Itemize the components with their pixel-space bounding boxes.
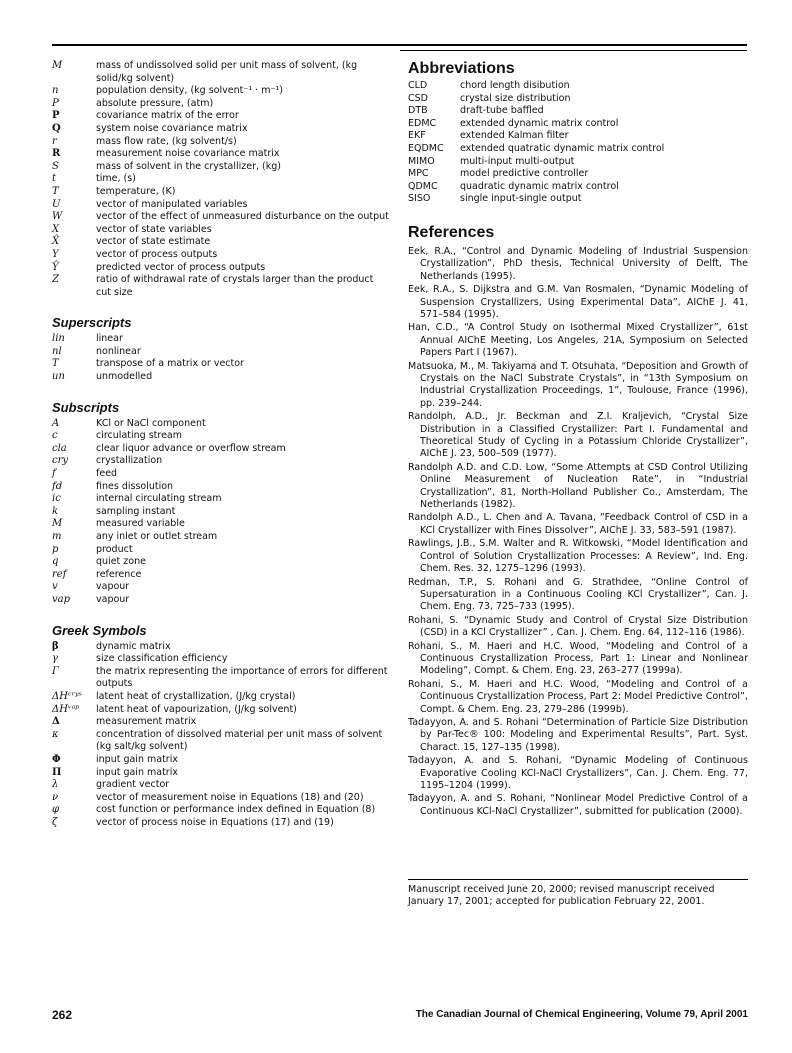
symbol-row: [52, 110, 390, 123]
reference-entry: Rohani, S. “Dynamic Study and Control of Crystal Size Distribution (CSD) in a KCl Crystallizer” , Can. J. Chem. Eng. 64, 112–116 (1986).: [408, 614, 748, 639]
symbol-row: [52, 704, 390, 717]
abbreviation: EKF: [408, 130, 426, 142]
symbol-row: [52, 569, 390, 582]
symbol: T: [52, 185, 59, 197]
reference-entry: Tadayyon, A. and S. Rohani, “Dynamic Modeling of Continuous Evaporative Cooling KCl-NaCl Crystallizers”, Can. J. Chem. Eng. 77, 1195–1204 (1999).: [408, 755, 748, 791]
reference-entry: Matsuoka, M., M. Takiyama and T. Otsuhata, “Deposition and Growth of Crystals on the NaCl Substrate Crystals”, in “13th Symposium on Industrial Crystallization Proceedings, 1”, Toulouse, France (1996), pp. 239–244.: [408, 360, 748, 409]
symbol-row: [52, 262, 390, 275]
symbol: t: [52, 173, 57, 185]
greek-symbols-heading: Greek Symbols: [52, 622, 147, 638]
symbol-row: [52, 481, 390, 494]
symbol: U: [52, 198, 61, 210]
references-heading: References: [408, 223, 495, 241]
symbol: X: [52, 223, 60, 235]
symbol-definition: transpose of a matrix or vector: [96, 358, 244, 370]
abbreviation-row: [408, 193, 748, 206]
symbol-definition: fines dissolution: [96, 480, 174, 492]
symbol: ζ: [52, 816, 58, 828]
symbol: X̂: [52, 236, 60, 248]
symbol: λ: [52, 779, 59, 791]
symbol-row: [52, 641, 390, 654]
symbol-definition: any inlet or outlet stream: [96, 531, 218, 542]
abbreviation-definition: extended quatratic dynamic matrix control: [460, 142, 665, 154]
symbol-definition: population density, (kg solvent⁻¹ · m⁻¹): [96, 85, 283, 97]
symbol: P: [52, 97, 59, 109]
abbreviation-definition: single input-single output: [460, 193, 582, 205]
top-rule-secondary: [400, 50, 747, 51]
symbol-definition: absolute pressure, (atm): [96, 97, 214, 109]
journal-footer: The Canadian Journal of Chemical Engineering, Volume 79, April 2001: [415, 1009, 748, 1020]
symbol-definition: system noise covariance matrix: [96, 122, 248, 134]
abbreviation-definition: quadratic dynamic matrix control: [460, 180, 619, 192]
symbol: cry: [52, 455, 69, 467]
symbol-definition: input gain matrix: [96, 753, 178, 765]
reference-entry: Tadayyon, A. and S. Rohani “Determination of Particle Size Distribution by Par-Tec® 100: Modeling and Experimental Results”, Part. Syst. Charact. 15, 127–135 (1998).: [408, 716, 748, 753]
symbol: S: [52, 160, 59, 172]
symbol-row: [52, 123, 390, 136]
symbol-row: [52, 754, 390, 767]
symbol-definition: latent heat of crystallization, (J/kg crystal): [96, 690, 296, 702]
symbol-definition: measurement noise covariance matrix: [96, 148, 280, 160]
abbreviation-row: [408, 130, 748, 143]
symbol-definition: vector of state variables: [96, 223, 212, 235]
symbol-definition: unmodelled: [96, 371, 153, 383]
symbol-definition: concentration of dissolved material per unit mass of solvent (kg salt/kg solvent): [96, 728, 383, 753]
symbol-definition: latent heat of vapourization, (J/kg solvent): [96, 703, 297, 715]
symbol-row: [52, 691, 390, 704]
symbol-definition: vector of process outputs: [96, 248, 218, 260]
symbol: T: [52, 358, 59, 370]
subscripts-list: [52, 418, 390, 607]
abbreviation-row: [408, 143, 748, 156]
symbol: Z: [52, 274, 59, 286]
abbreviation: SISO: [408, 193, 431, 205]
symbol: k: [52, 505, 59, 517]
symbol-row: [52, 249, 390, 262]
symbol-row: [52, 346, 390, 359]
right-column: [408, 60, 748, 819]
abbreviations-list: [408, 80, 748, 206]
symbol: cla: [52, 442, 67, 454]
abbreviation: DTB: [408, 105, 428, 117]
symbol-definition: dynamic matrix: [96, 640, 171, 652]
symbol-definition: input gain matrix: [96, 766, 178, 778]
symbol-row: [52, 716, 390, 729]
reference-entry: Tadayyon, A. and S. Rohani, “Nonlinear Model Predictive Control of a Continuous KCl-NaCl Crystallizer”, submitted for publication (2000).: [408, 793, 748, 817]
abbreviation: MPC: [408, 168, 429, 180]
symbol: β: [52, 640, 59, 652]
superscripts-heading: Superscripts: [52, 315, 132, 331]
symbol-definition: predicted vector of process outputs: [96, 261, 266, 273]
symbol-row: [52, 333, 390, 346]
symbol-row: [52, 186, 390, 199]
symbol-row: [52, 729, 390, 754]
abbreviation: EQDMC: [408, 142, 444, 154]
reference-entry: Rohani, S., M. Haeri and H.C. Wood, “Modeling and Control of a Continuous Crystallization Process, Part 1: Linear and Nonlinear Modeling”, Compt. & Chem. Eng. 23, 263–277 (1999a).: [408, 640, 748, 677]
symbol: n: [52, 85, 59, 97]
abbreviation-definition: extended dynamic matrix control: [460, 117, 619, 129]
symbol: ΔHᶜʳʸˢ: [52, 690, 82, 702]
symbol-definition: vector of manipulated variables: [96, 198, 248, 210]
symbol-row: [52, 767, 390, 780]
symbol-definition: feed: [96, 468, 118, 480]
abbreviation: MIMO: [408, 155, 435, 167]
symbol-row: [52, 804, 390, 817]
symbol: p: [52, 543, 59, 555]
symbol-row: [52, 544, 390, 557]
abbreviations-heading: Abbreviations: [408, 60, 515, 77]
symbol: Π: [52, 766, 62, 778]
abbreviation-row: [408, 156, 748, 169]
symbol-row: [52, 430, 390, 443]
symbol: lin: [52, 333, 65, 345]
symbol-row: [52, 161, 390, 174]
symbol-row: [52, 666, 390, 691]
abbreviation-definition: chord length disibution: [460, 80, 570, 91]
symbol-row: [52, 98, 390, 111]
symbol: P: [52, 110, 60, 122]
abbreviation: QDMC: [408, 180, 438, 192]
symbol-row: [52, 274, 390, 299]
abbreviation-row: [408, 181, 748, 194]
symbol: Φ: [52, 753, 61, 765]
symbol-definition: vector of state estimate: [96, 236, 211, 248]
symbol: v: [52, 581, 58, 593]
symbol-definition: internal circulating stream: [96, 493, 222, 505]
abbreviation-row: [408, 118, 748, 131]
abbreviation-row: [408, 105, 748, 118]
symbol-definition: mass flow rate, (kg solvent/s): [96, 135, 237, 147]
symbol-row: [52, 455, 390, 468]
symbol-definition: vector of measurement noise in Equations (18) and (20): [96, 791, 364, 803]
symbol-row: [52, 653, 390, 666]
symbol-definition: nonlinear: [96, 345, 141, 357]
symbol: r: [52, 135, 57, 147]
symbol: f: [52, 468, 56, 480]
symbol-row: [52, 136, 390, 149]
symbol: Y: [52, 248, 59, 260]
symbol-definition: vapour: [96, 593, 130, 605]
top-rule: [52, 44, 747, 46]
symbol: A: [52, 417, 60, 429]
abbreviation: CLD: [408, 80, 428, 91]
symbol: W: [52, 211, 63, 223]
symbol-definition: temperature, (K): [96, 185, 176, 197]
greek-symbols-list: [52, 641, 390, 830]
subscripts-heading: Subscripts: [52, 399, 120, 415]
abbreviation-definition: draft-tube baffled: [460, 105, 544, 117]
symbol-definition: time, (s): [96, 173, 136, 185]
symbol-definition: linear: [96, 333, 123, 345]
symbol-row: [52, 224, 390, 237]
symbol: vap: [52, 593, 71, 605]
abbreviation-row: [408, 168, 748, 181]
symbol-row: [52, 418, 390, 431]
symbol: ref: [52, 568, 67, 580]
symbol-definition: covariance matrix of the error: [96, 110, 239, 122]
symbol-row: [52, 236, 390, 249]
symbol-row: [52, 581, 390, 594]
manuscript-note: Manuscript received June 20, 2000; revised manuscript received January 17, 2001; accepted for publication February 22, 2001.: [408, 879, 748, 909]
symbol-definition: mass of solvent in the crystallizer, (kg): [96, 160, 281, 172]
references-list: [408, 246, 748, 818]
symbol: ic: [52, 493, 61, 505]
symbol-definition: ratio of withdrawal rate of crystals larger than the product cut size: [96, 274, 374, 298]
symbol: R: [52, 148, 61, 160]
abbreviation-row: [408, 93, 748, 106]
symbol: Δ: [52, 716, 60, 728]
symbol-definition: vector of the effect of unmeasured disturbance on the output: [96, 211, 389, 223]
symbol-row: [52, 779, 390, 792]
abbreviation-definition: multi-input multi-output: [460, 155, 575, 167]
symbol-row: [52, 148, 390, 161]
reference-entry: Randolph A.D. and C.D. Low, “Some Attempts at CSD Control Utilizing Online Measurement of Nucleation Rate”, in “Industrial Crystallization”, 81, North-Holland Publisher Co., Amsterdam, The Netherlands (1982).: [408, 461, 748, 511]
reference-entry: Randolph, A.D., Jr. Beckman and Z.I. Kraljevich, “Crystal Size Distribution in a Classified Crystallizer: Part I. Fundamental and Theoretical Study of Cycling in a Potassium Chloride Crystallizer”, AIChE J. 23, 500–509 (1977).: [408, 411, 748, 460]
symbol-definition: measurement matrix: [96, 716, 197, 728]
abbreviation-definition: extended Kalman filter: [460, 130, 569, 142]
symbol: κ: [52, 728, 59, 740]
symbol: γ: [52, 653, 58, 665]
symbol-definition: clear liquor advance or overflow stream: [96, 442, 286, 454]
symbol-row: [52, 792, 390, 805]
symbol: ΔHᵛᵃᵖ: [52, 703, 80, 715]
reference-entry: Rohani, S., M. Haeri and H.C. Wood, “Modeling and Control of a Continuous Crystallization Process, Part 2: Model Predictive Control”, Compt. & Chem. Eng. 23, 279–286 (1999b).: [408, 678, 748, 715]
symbol: φ: [52, 804, 60, 816]
symbol-definition: vapour: [96, 581, 130, 593]
abbreviation-row: [408, 80, 748, 93]
abbreviation: CSD: [408, 92, 428, 104]
symbol-definition: crystallization: [96, 455, 163, 467]
reference-entry: Eek, R.A., S. Dijkstra and G.M. Van Rosmalen, “Dynamic Modeling of Suspension Crystallizers, Using Experimental Data”, AIChE J. 41, 571–584 (1995).: [408, 284, 748, 320]
symbol-row: [52, 531, 390, 544]
symbol-definition: the matrix representing the importance of errors for different outputs: [96, 665, 388, 690]
symbol-row: [52, 85, 390, 98]
symbol-definition: product: [96, 543, 133, 555]
symbol-row: [52, 468, 390, 481]
symbol-row: [52, 817, 390, 830]
symbol-row: [52, 173, 390, 186]
reference-entry: Redman, T.P., S. Rohani and G. Strathdee, “Online Control of Supersaturation in a Continuous Cooling KCl Crystallizer”, Can. J. Chem. Eng. 73, 725–733 (1995).: [408, 576, 748, 613]
symbol: M: [52, 518, 63, 530]
symbol: Ŷ: [52, 261, 59, 273]
symbol: Γ: [52, 665, 59, 677]
symbol: m: [52, 531, 62, 542]
symbol-definition: size classification efficiency: [96, 653, 228, 665]
symbol-row: [52, 493, 390, 506]
symbol-row: [52, 60, 390, 85]
symbol: c: [52, 430, 58, 442]
symbol: fd: [52, 480, 63, 492]
symbol-definition: mass of undissolved solid per unit mass of solvent, (kg solid/kg solvent): [96, 60, 358, 84]
abbreviation-definition: model predictive controller: [460, 168, 589, 180]
symbol-row: [52, 556, 390, 569]
symbol-row: [52, 371, 390, 384]
left-column: [52, 60, 390, 829]
symbol-definition: vector of process noise in Equations (17) and (19): [96, 816, 334, 828]
symbol-definition: sampling instant: [96, 505, 176, 517]
reference-entry: Han, C.D., “A Control Study on Isothermal Mixed Crystallizer”, 61st Annual AIChE Meeting, Los Angeles, 21A, Symposium on Selected Papers Part I (1967).: [408, 322, 748, 359]
reference-entry: Rawlings, J.B., S.M. Walter and R. Witkowski, “Model Identification and Control of Solution Crystallization Processes: A Review”, Ind. Eng. Chem. Res. 32, 1275–1296 (1993).: [408, 538, 748, 575]
symbol-row: [52, 443, 390, 456]
symbol: nl: [52, 345, 62, 357]
symbol-row: [52, 358, 390, 371]
symbol: q: [52, 556, 59, 568]
nomenclature-list: [52, 60, 390, 299]
symbol-definition: reference: [96, 568, 142, 580]
symbol-definition: KCl or NaCl component: [96, 417, 206, 429]
reference-entry: Eek, R.A., “Control and Dynamic Modeling of Industrial Suspension Crystallization”, PhD thesis, Technical University of Delft, The Netherlands (1995).: [408, 245, 748, 282]
superscripts-list: [52, 333, 390, 383]
symbol-row: [52, 199, 390, 212]
symbol-row: [52, 211, 390, 224]
symbol-definition: circulating stream: [96, 430, 182, 442]
symbol-definition: quiet zone: [96, 556, 146, 568]
symbol: M: [52, 60, 63, 71]
symbol: Q: [52, 122, 61, 134]
symbol-row: [52, 518, 390, 531]
page-number: 262: [52, 1008, 73, 1022]
symbol-definition: cost function or performance index defined in Equation (8): [96, 804, 376, 816]
symbol-definition: measured variable: [96, 518, 185, 530]
symbol: un: [52, 371, 65, 383]
reference-entry: Randolph A.D., L. Chen and A. Tavana, “Feedback Control of CSD in a KCl Crystallizer with Fines Dissolver”, AIChE J. 33, 583–591 (1987).: [408, 512, 748, 536]
symbol: ν: [52, 791, 59, 803]
abbreviation-definition: crystal size distribution: [460, 92, 571, 104]
abbreviation: EDMC: [408, 117, 437, 129]
symbol-definition: gradient vector: [96, 779, 170, 791]
symbol-row: [52, 506, 390, 519]
symbol-row: [52, 594, 390, 607]
